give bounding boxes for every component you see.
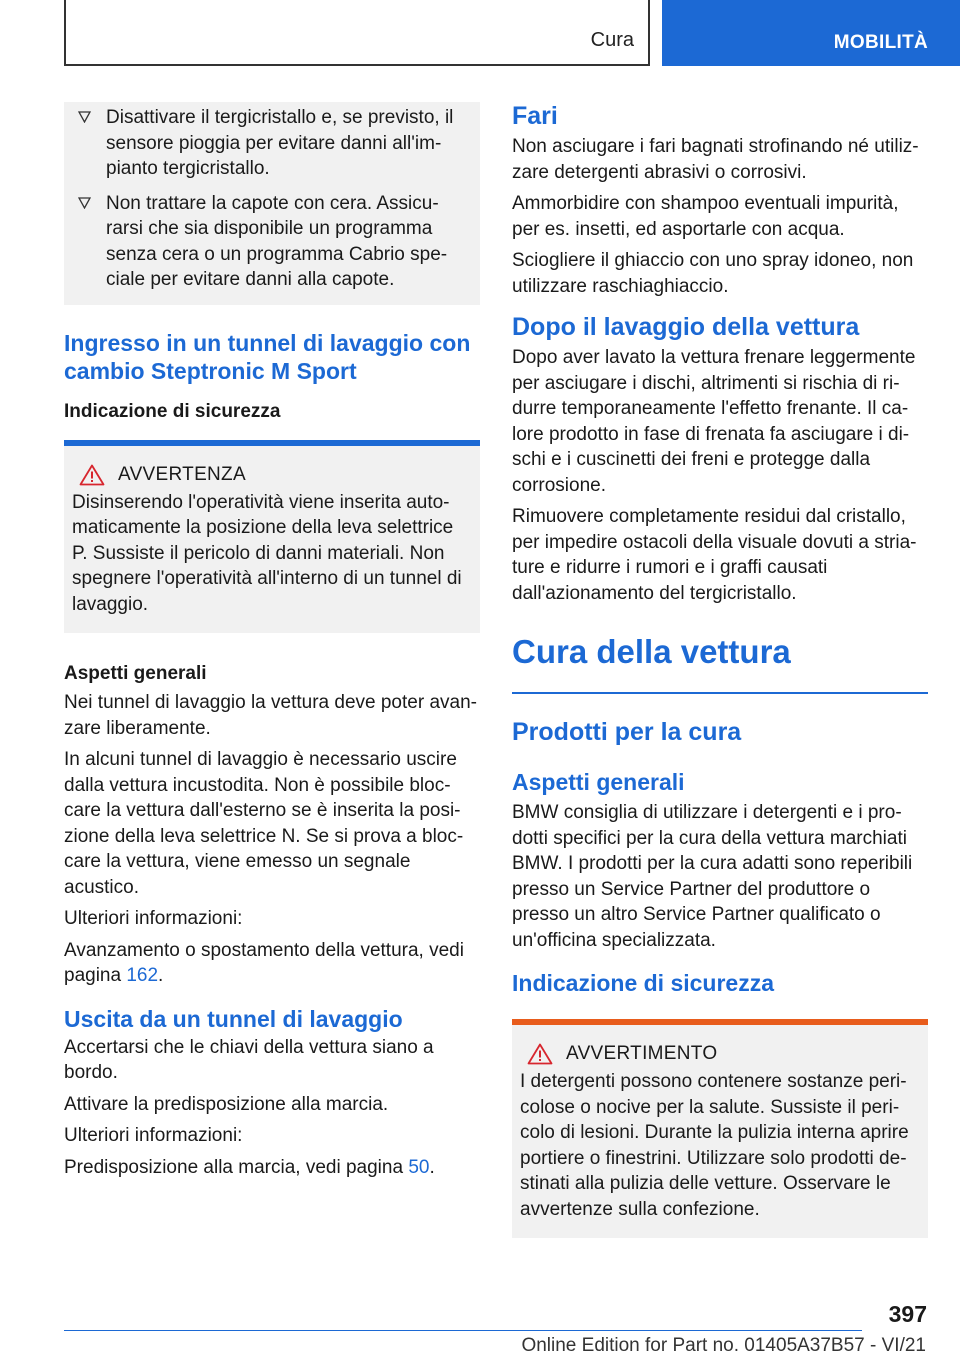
bullet-text: Non trattare la capote con cera. Assicurarsi che sia disponibile un programma senza cera o un programma Cabrio speciale per evitare danni alla capote. (106, 192, 448, 290)
title-rule (512, 692, 928, 694)
section-heading-prodotti: Prodotti per la cura (512, 718, 742, 746)
paragraph: Attivare la predisposizione alla marcia. (64, 1093, 389, 1115)
bullet-list-box (64, 102, 480, 305)
footer-edition: Online Edition for Part no. 01405A37B57 - VI/21 (521, 1335, 926, 1356)
paragraph: Dopo aver lavato la vettura frenare leggermente per asciugare i dischi, altrimenti si rischia di ridurre temporaneamente l'effetto frenante. Il calore prodotto in fase di frenata fa asciugare i dischi e i cuscinetti dei freni e protegge dalla corrosione. (512, 347, 916, 496)
section-heading-dopo: Dopo il lavaggio della vettura (512, 313, 860, 341)
chapter-title: Cura della vettura (512, 633, 791, 670)
left-column (64, 102, 480, 1186)
warning-label: AVVERTENZA (118, 463, 246, 485)
general-subheading: Aspetti generali (64, 663, 207, 684)
warning-title (520, 1043, 920, 1065)
list-item (78, 191, 468, 293)
paragraph: Ammorbidire con shampoo eventuali impurità, per es. insetti, ed asportarle con acqua. (512, 193, 899, 240)
paragraph: Sciogliere il ghiaccio con uno spray idoneo, non utilizzare raschiaghiaccio. (512, 250, 914, 297)
paragraph: Rimuovere completamente residui dal cristallo, per impedire ostacoli della visuale dovuti a striature e ridurre i rumori e i graffi causati dall'azionamento del tergicristallo. (512, 506, 917, 604)
section-heading-fari: Fari (512, 102, 558, 130)
cross-reference: Predisposizione alla marcia, vedi pagina 50. (64, 1156, 435, 1178)
page-link[interactable]: 162 (126, 965, 159, 986)
paragraph: Nei tunnel di lavaggio la vettura deve poter avanzare liberamente. (64, 692, 477, 739)
warning-triangle-icon (72, 464, 112, 486)
paragraph: Ulteriori informazioni: (64, 908, 243, 929)
warning-text: I detergenti possono contenere sostanze pericolose o nocive per la salute. Sussiste il pericolo di lesioni. Durante la pulizia interna aprire portiere o finestrini. Utilizzare solo prodotti destinati alla pulizia delle vetture. Osservare le avvertenze sulla confezione. (520, 1071, 909, 1220)
warning-text: Disinserendo l'operatività viene inserita automaticamente la posizione della leva selettrice P. Sussiste il pericolo di danni materiali. Non spegnere l'operatività all'interno di un tunnel di lavaggio. (72, 491, 462, 615)
warning-triangle-icon (520, 1043, 560, 1065)
triangle-bullet-icon (78, 105, 106, 182)
header-section-label: Cura (590, 29, 634, 51)
paragraph: BMW consiglia di utilizzare i detergenti e i prodotti specifici per la cura della vettura marchiati BMW. I prodotti per la cura adatti sono reperibili presso un Service Partner del produttore o presso un altro Service Partner qualificato o un'officina specializzata. (512, 802, 913, 951)
section-heading-tunnel: Ingresso in un tunnel di lavaggio con cambio Steptronic M Sport (64, 329, 471, 384)
section-heading-exit: Uscita da un tunnel di lavaggio (64, 1005, 403, 1032)
safety-subheading: Indicazione di sicurezza (64, 400, 281, 422)
paragraph: Non asciugare i fari bagnati strofinando né utilizzare detergenti abrasivi o corrosivi. (512, 136, 919, 183)
warning-label: AVVERTIMENTO (566, 1043, 718, 1064)
warning-box (512, 1019, 928, 1238)
paragraph: In alcuni tunnel di lavaggio è necessario uscire dalla vettura incustodita. Non è possibile bloccare la vettura dall'esterno se è inserita la posizione della leva selettrice N. Se si prova a bloccare la vettura, viene emesso un segnale acustico. (64, 749, 464, 898)
warning-box (64, 440, 480, 634)
paragraph: Accertarsi che le chiavi della vettura siano a bordo. (64, 1036, 434, 1083)
chapter-tab-label: MOBILITÀ (833, 32, 928, 53)
cross-reference: Avanzamento o spostamento della vettura, vedi pagina 162. (64, 939, 464, 986)
warning-title (72, 464, 472, 486)
right-column (512, 102, 928, 1238)
section-heading-safety: Indicazione di sicurezza (512, 970, 775, 996)
triangle-bullet-icon (78, 191, 106, 293)
paragraph: Ulteriori informazioni: (64, 1125, 243, 1146)
page-link[interactable]: 50 (408, 1156, 430, 1178)
page-number: 397 (888, 1301, 927, 1327)
footer-rule (64, 1330, 862, 1331)
bullet-text: Disattivare il tergicristallo e, se previsto, il sensore pioggia per evitare danni all'impianto tergicristallo. (106, 107, 454, 179)
header-box (64, 0, 650, 66)
section-heading-aspetti: Aspetti generali (512, 769, 685, 795)
chapter-tab[interactable] (662, 0, 960, 66)
list-item (78, 105, 468, 182)
